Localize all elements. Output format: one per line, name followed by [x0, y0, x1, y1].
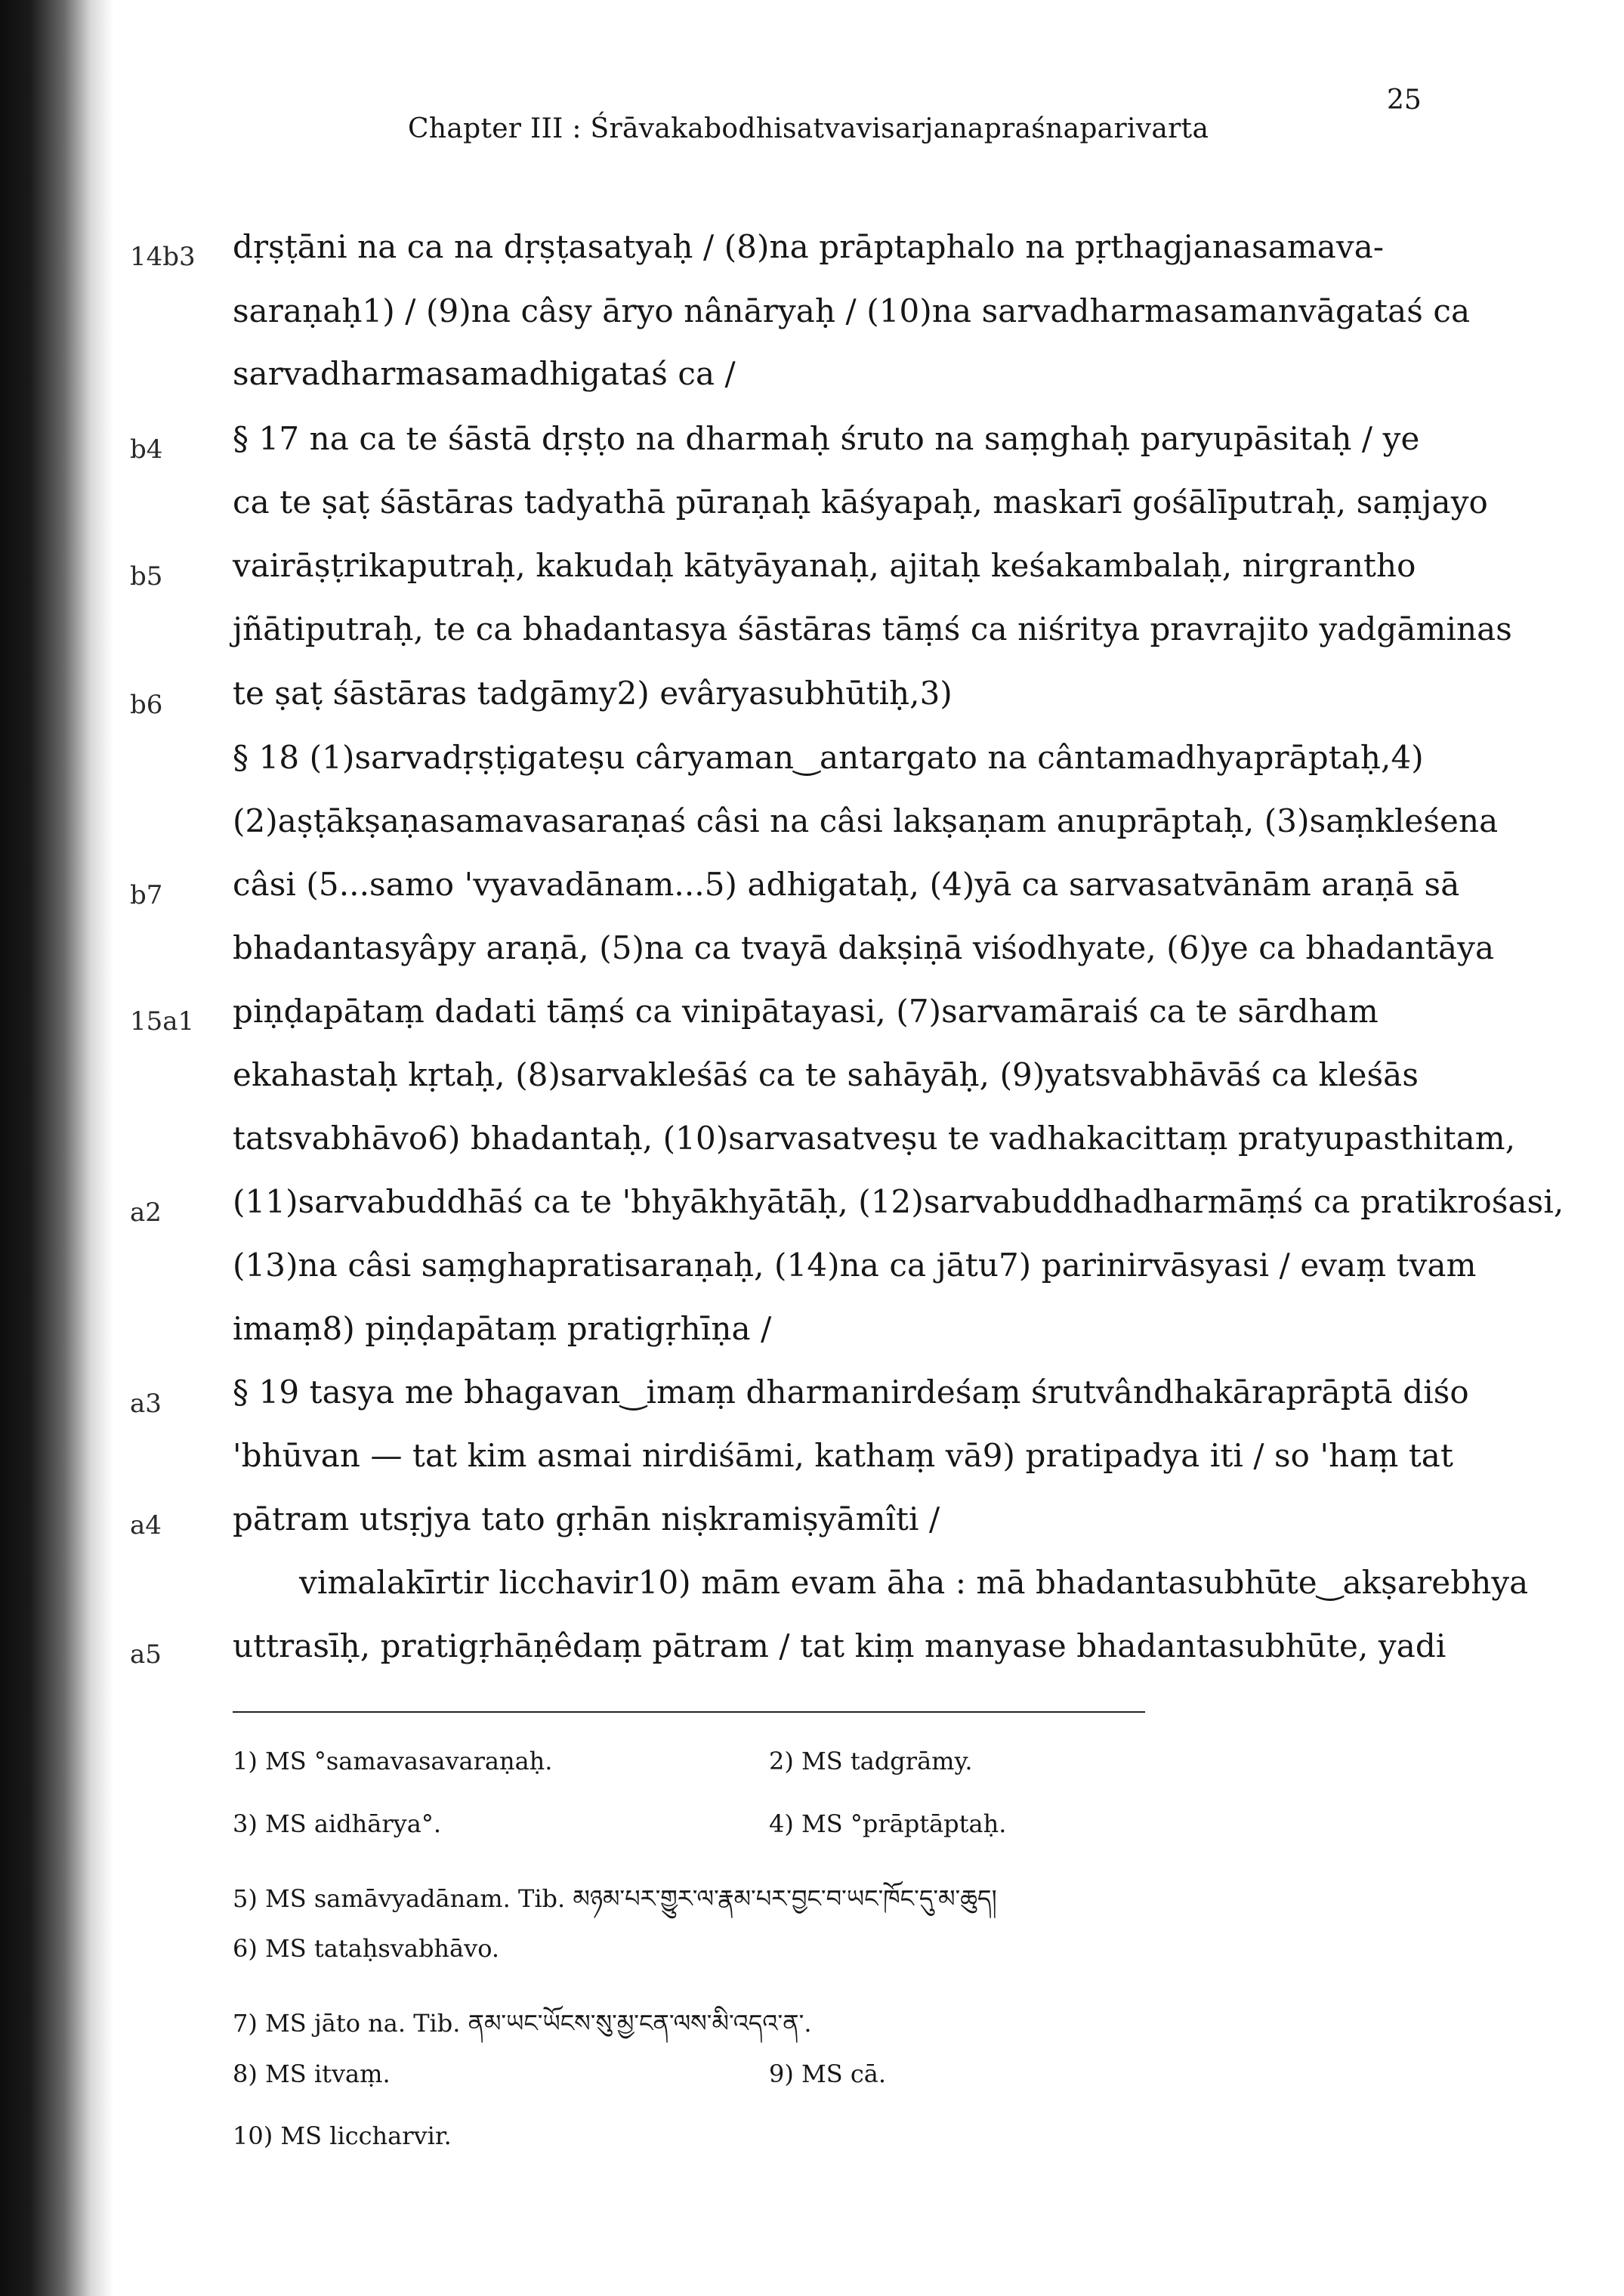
- margin-ref: b5: [130, 561, 163, 592]
- footnote: 6) MS tataḥsvabhāvo.: [233, 1934, 500, 1963]
- text-line: te ṣaṭ śāstāras tadgāmy2) evâryasubhūtiḥ,3): [233, 675, 952, 712]
- text-line: pātram utsṛjya tato gṛhān niṣkramiṣyāmîti /: [233, 1500, 940, 1537]
- text-line: câsi (5...samo 'vyavadānam...5) adhigataḥ, (4)yā ca sarvasatvānām araṇā sā: [233, 866, 1460, 903]
- margin-ref: b7: [130, 880, 163, 910]
- text-line: vairāṣṭrikaputraḥ, kakudaḥ kātyāyanaḥ, ajitaḥ keśakambalaḥ, nirgrantho: [233, 547, 1416, 584]
- text-line: (11)sarvabuddhāś ca te 'bhyākhyātāḥ, (12)sarvabuddhadharmāṃś ca pratikrośasi,: [233, 1183, 1564, 1220]
- chapter-header: Chapter III : Śrāvakabodhisatvavisarjanapraśnaparivarta: [408, 113, 1209, 144]
- text-line: ca te ṣaṭ śāstāras tadyathā pūraṇaḥ kāśyapaḥ, maskarī gośālīputraḥ, saṃjayo: [233, 484, 1488, 521]
- text-line: bhadantasyâpy araṇā, (5)na ca tvayā dakṣiṇā viśodhyate, (6)ye ca bhadantāya: [233, 929, 1495, 966]
- footnote: 5) MS samāvyadānam. Tib. མཉམ་པར་གྱུར་ལ་རྣམ་པར་བྱང་བ་ཡང་ཁོང་དུ་མ་ཆུད།: [233, 1884, 997, 1913]
- footnote-separator: [233, 1711, 1145, 1713]
- margin-ref: a4: [130, 1510, 162, 1540]
- text-line: (13)na câsi saṃghapratisaraṇaḥ, (14)na ca jātu7) parinirvāsyasi / evaṃ tvam: [233, 1247, 1477, 1284]
- text-line: § 19 tasya me bhagavan‿imaṃ dharmanirdeśaṃ śrutvândhakāraprāptā diśo: [233, 1374, 1469, 1411]
- text-line: vimalakīrtir licchavir10) mām evam āha : mā bhadantasubhūte‿akṣarebhya: [299, 1564, 1529, 1601]
- text-line: § 17 na ca te śāstā dṛṣṭo na dharmaḥ śruto na saṃghaḥ paryupāsitaḥ / ye: [233, 420, 1420, 457]
- margin-ref: b6: [130, 690, 163, 720]
- footnote: 3) MS aidhārya°.: [233, 1809, 441, 1838]
- footnote: 8) MS itvaṃ.: [233, 2060, 391, 2088]
- margin-ref: a5: [130, 1639, 162, 1670]
- footnote: 4) MS °prāptāptaḥ.: [769, 1809, 1007, 1838]
- text-line: piṇḍapātaṃ dadati tāṃś ca vinipātayasi, (7)sarvamāraiś ca te sārdham: [233, 993, 1379, 1030]
- text-line: uttrasīḥ, pratigṛhāṇêdaṃ pātram / tat kiṃ manyase bhadantasubhūte, yadi: [233, 1627, 1446, 1664]
- text-line: dṛṣṭāni na ca na dṛṣṭasatyaḥ / (8)na prāptaphalo na pṛthagjanasamava-: [233, 228, 1385, 265]
- margin-ref: 14b3: [130, 242, 196, 272]
- text-line: imaṃ8) piṇḍapātaṃ pratigṛhīṇa /: [233, 1310, 772, 1347]
- text-line: ekahastaḥ kṛtaḥ, (8)sarvakleśāś ca te sahāyāḥ, (9)yatsvabhāvāś ca kleśās: [233, 1056, 1419, 1093]
- footnote: 7) MS jāto na. Tib. ནམ་ཡང་ཡོངས་སུ་མྱ་ངན་ལས་མི་འདའ་ན་.: [233, 2009, 812, 2038]
- text-line: 'bhūvan — tat kim asmai nirdiśāmi, kathaṃ vā9) pratipadya iti / so 'haṃ tat: [233, 1437, 1453, 1474]
- footnote: 2) MS tadgrāmy.: [769, 1747, 973, 1775]
- text-line: sarvadharmasamadhigataś ca /: [233, 355, 736, 392]
- footnote: 10) MS liccharvir.: [233, 2121, 452, 2150]
- text-line: (2)aṣṭākṣaṇasamavasaraṇaś câsi na câsi lakṣaṇam anuprāptaḥ, (3)saṃkleśena: [233, 802, 1499, 839]
- margin-ref: a2: [130, 1197, 162, 1228]
- scan-binding-shadow: [0, 0, 113, 2296]
- margin-ref: a3: [130, 1389, 162, 1419]
- margin-ref: b4: [130, 434, 163, 465]
- text-line: § 18 (1)sarvadṛṣṭigateṣu câryaman‿antargato na cântamadhyaprāptaḥ,4): [233, 739, 1424, 776]
- page-number: 25: [1387, 85, 1422, 116]
- footnote: 9) MS cā.: [769, 2060, 887, 2088]
- margin-ref: 15a1: [130, 1006, 195, 1037]
- footnote: 1) MS °samavasavaraṇaḥ.: [233, 1747, 553, 1775]
- text-line: saraṇaḥ1) / (9)na câsy āryo nânāryaḥ / (10)na sarvadharmasamanvāgataś ca: [233, 292, 1471, 329]
- text-line: jñātiputraḥ, te ca bhadantasya śāstāras tāṃś ca niśritya pravrajito yadgāminas: [233, 610, 1512, 647]
- text-line: tatsvabhāvo6) bhadantaḥ, (10)sarvasatveṣu te vadhakacittaṃ pratyupasthitam,: [233, 1120, 1516, 1157]
